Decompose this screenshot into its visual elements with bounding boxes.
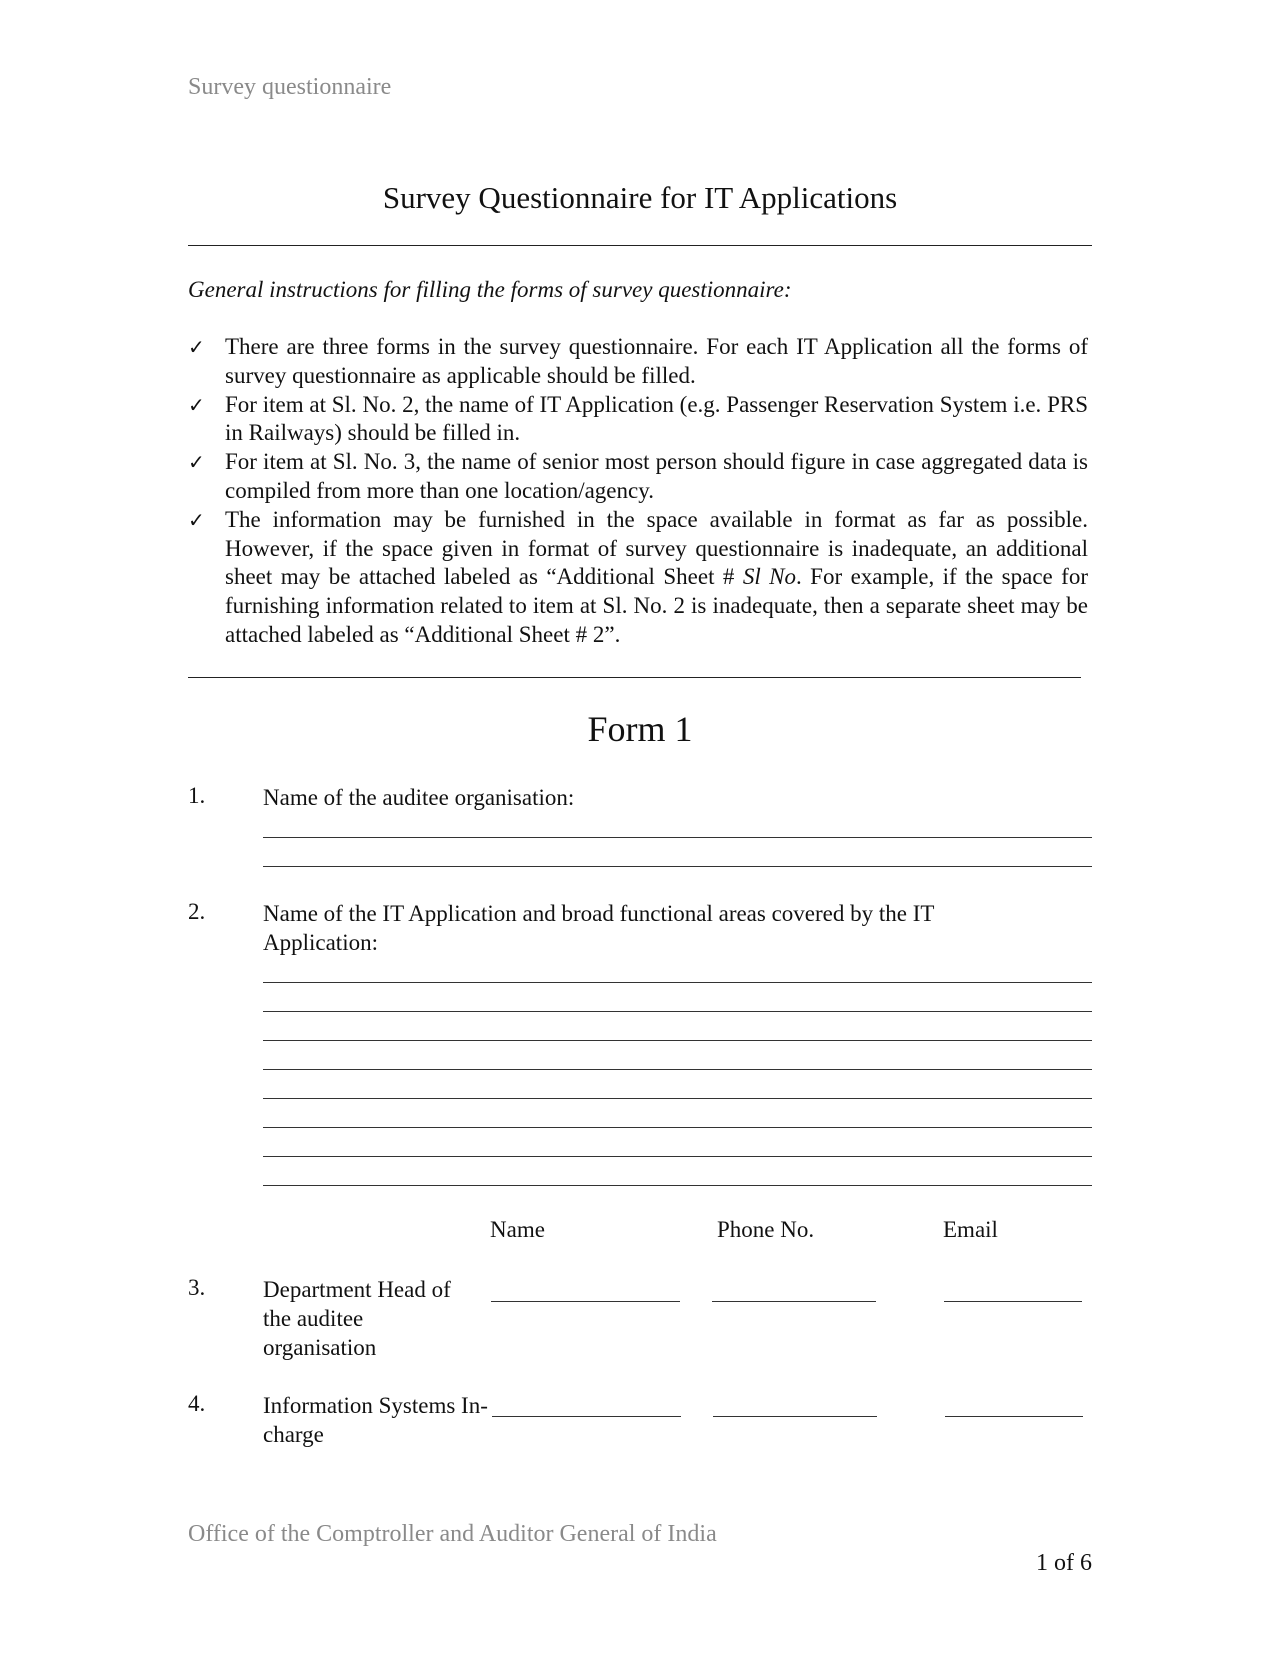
question-number: 3. (188, 1275, 206, 1300)
contact-role-label: Information Systems In-charge (263, 1393, 488, 1447)
check-mark-icon: ✓ (188, 392, 205, 417)
question-number: 2. (188, 899, 206, 924)
answer-line[interactable] (263, 866, 1092, 867)
phone-field-line[interactable] (713, 1416, 877, 1417)
column-header-name: Name (490, 1217, 545, 1242)
answer-line[interactable] (263, 1127, 1092, 1128)
answer-line[interactable] (263, 1185, 1092, 1186)
question-number: 4. (188, 1391, 206, 1416)
name-field-line[interactable] (492, 1416, 681, 1417)
email-field-line[interactable] (944, 1301, 1082, 1302)
column-header-phone: Phone No. (717, 1217, 815, 1242)
answer-line[interactable] (263, 1098, 1092, 1099)
answer-line[interactable] (263, 1156, 1092, 1157)
column-header-email: Email (943, 1217, 998, 1242)
form-title: Form 1 (587, 709, 693, 749)
answer-line[interactable] (263, 1011, 1092, 1012)
answer-line[interactable] (263, 837, 1092, 838)
page-number: 1 of 6 (1036, 1550, 1092, 1576)
footer-office: Office of the Comptroller and Auditor General of India (188, 1521, 717, 1547)
instruction-text: For item at Sl. No. 3, the name of senior most person should figure in case aggregated data is compiled from more than one location/agency. (225, 449, 1088, 503)
email-field-line[interactable] (945, 1416, 1083, 1417)
instruction-item (188, 448, 1088, 506)
question-label: Name of the IT Application and broad functional areas covered by the IT Application: (263, 901, 935, 955)
instruction-text: The information may be furnished in the space available in format as far as possible. However, if the space given in format of survey questionnaire is inadequate, an additional sheet may be attached labeled as “Additional Sheet # (225, 506, 1088, 590)
instructions-divider (188, 677, 1081, 678)
answer-line[interactable] (263, 982, 1092, 983)
answer-line[interactable] (263, 1040, 1092, 1041)
check-mark-icon: ✓ (188, 450, 205, 475)
name-field-line[interactable] (491, 1301, 680, 1302)
phone-field-line[interactable] (712, 1301, 876, 1302)
question-number: 1. (188, 783, 206, 808)
answer-line[interactable] (263, 1069, 1092, 1070)
instruction-item (188, 333, 1088, 391)
instruction-item (188, 391, 1088, 449)
instruction-text: There are three forms in the survey questionnaire. For each IT Application all the forms of survey questionnaire as applicable should be filled. (225, 334, 1088, 388)
check-mark-icon: ✓ (188, 335, 205, 359)
instruction-item (188, 506, 1088, 650)
instructions-heading: General instructions for filling the forms of survey questionnaire: (188, 277, 792, 302)
running-header: Survey questionnaire (188, 74, 392, 100)
instruction-text: . For example, if the space for furnishing information related to item at Sl. No. 2 is inadequate, then a separate sheet may be attached labeled as “Additional Sheet # 2”. (225, 564, 1088, 647)
contact-role-label: Department Head of the auditee organisation (263, 1277, 451, 1360)
instruction-text: For item at Sl. No. 2, the name of IT Application (e.g. Passenger Reservation System i.e. PRS in Railways) should be filled in. (225, 391, 1088, 446)
document-title: Survey Questionnaire for IT Applications (382, 180, 898, 215)
question-label: Name of the auditee organisation: (263, 785, 575, 810)
instruction-text-italic: Sl No (742, 564, 796, 590)
title-divider (188, 245, 1092, 246)
check-mark-icon: ✓ (188, 507, 205, 532)
instructions-list (188, 333, 1088, 650)
